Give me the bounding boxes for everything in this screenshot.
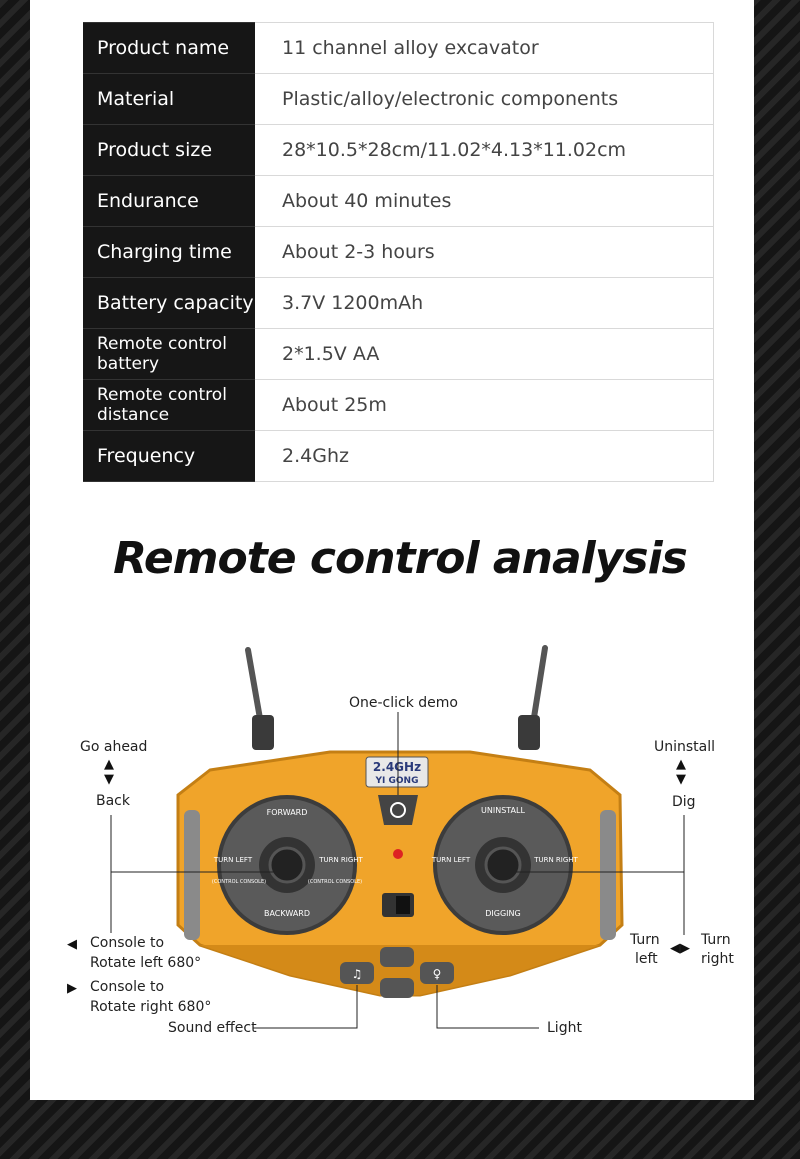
spec-value: 11 channel alloy excavator: [255, 23, 714, 74]
turn-left-label-2: left: [635, 951, 658, 967]
svg-text:FORWARD: FORWARD: [266, 808, 308, 817]
spec-key: Remote control distance: [83, 380, 255, 431]
section-heading: Remote control analysis: [113, 533, 687, 584]
spec-value: About 2-3 hours: [255, 227, 714, 278]
spec-value: Plastic/alloy/electronic components: [255, 74, 714, 125]
badge-brand-text: YI GONG: [375, 776, 419, 786]
light-label: Light: [547, 1020, 582, 1036]
svg-text:TURN RIGHT: TURN RIGHT: [534, 856, 578, 864]
right-antenna: [518, 648, 545, 750]
turn-left-label-1: Turn: [630, 932, 660, 948]
left-arrow-icon: ◀: [67, 937, 77, 952]
go-ahead-label: Go ahead: [80, 739, 148, 755]
sound-effect-label: Sound effect: [168, 1020, 257, 1036]
up-down-arrow-icon: ▲ ▼: [104, 757, 114, 787]
spec-key: Battery capacity: [83, 278, 255, 329]
upper-center-button[interactable]: [380, 947, 414, 967]
spec-key: Remote control battery: [83, 329, 255, 380]
demo-button[interactable]: [378, 795, 418, 825]
right-arrow-icon: ▶: [67, 981, 77, 996]
spec-value: 28*10.5*28cm/11.02*4.13*11.02cm: [255, 125, 714, 176]
rotate-right-label: Rotate right 680°: [90, 999, 212, 1015]
svg-text:(CONTROL CONSOLE): (CONTROL CONSOLE): [307, 879, 363, 885]
spec-value: About 25m: [255, 380, 714, 431]
svg-text:TURN LEFT: TURN LEFT: [213, 856, 253, 864]
spec-key: Product name: [83, 23, 255, 74]
spec-key: Frequency: [83, 431, 255, 482]
light-icon: ♀: [432, 967, 442, 981]
one-click-demo-label: One-click demo: [349, 695, 458, 711]
svg-text:TURN RIGHT: TURN RIGHT: [319, 856, 363, 864]
turn-right-label-2: right: [701, 951, 734, 967]
svg-text:BACKWARD: BACKWARD: [263, 909, 311, 918]
svg-text:(CONTROL CONSOLE): (CONTROL CONSOLE): [211, 879, 267, 885]
spec-value: 2*1.5V AA: [255, 329, 714, 380]
back-label: Back: [96, 793, 130, 809]
spec-key: Charging time: [83, 227, 255, 278]
spec-value: About 40 minutes: [255, 176, 714, 227]
dig-label: Dig: [672, 794, 696, 810]
svg-text:UNINSTALL: UNINSTALL: [481, 806, 525, 815]
spec-value: 3.7V 1200mAh: [255, 278, 714, 329]
spec-key: Product size: [83, 125, 255, 176]
spec-value: 2.4Ghz: [255, 431, 714, 482]
svg-text:TURN LEFT: TURN LEFT: [431, 856, 471, 864]
console-right-label: Console to: [90, 979, 165, 995]
uninstall-label: Uninstall: [654, 739, 716, 755]
svg-text:DIGGING: DIGGING: [485, 909, 521, 918]
badge-frequency-text: 2.4GHz: [372, 760, 422, 774]
lower-center-button[interactable]: [380, 978, 414, 998]
rotate-left-label: Rotate left 680°: [90, 955, 202, 971]
left-antenna: [248, 650, 274, 750]
status-led: [393, 849, 403, 859]
up-down-arrow-icon: ▲ ▼: [676, 757, 686, 787]
sound-icon: ♫: [351, 967, 363, 981]
spec-key: Endurance: [83, 176, 255, 227]
left-right-arrow-icon: ◀▶: [670, 941, 690, 956]
turn-right-label-1: Turn: [701, 932, 731, 948]
console-left-label: Console to: [90, 935, 165, 951]
spec-key: Material: [83, 74, 255, 125]
